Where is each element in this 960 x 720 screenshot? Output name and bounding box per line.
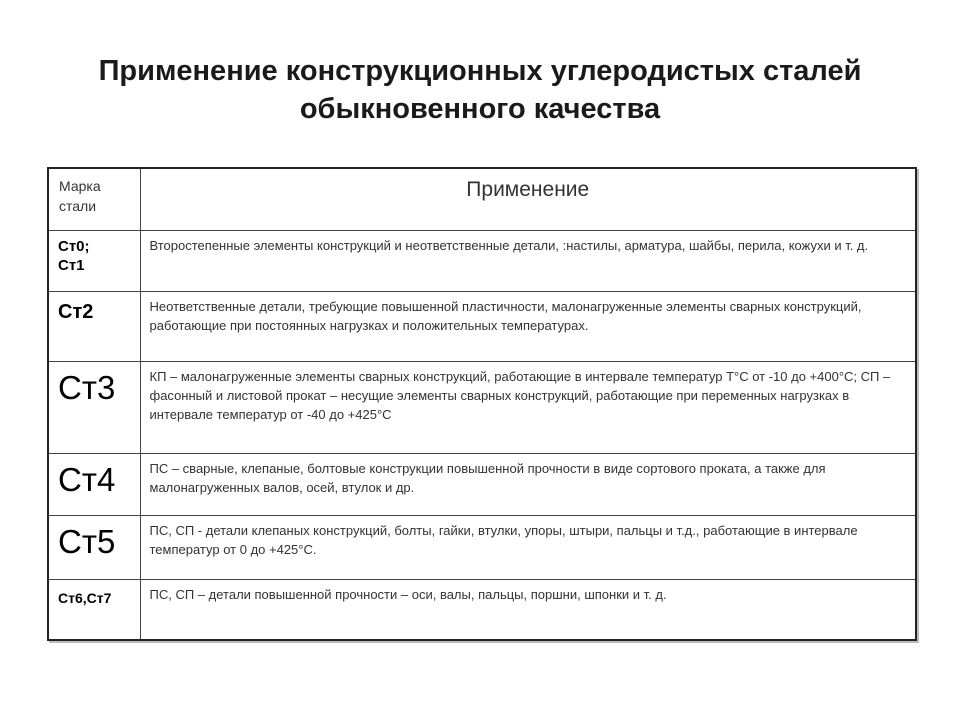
slide-title [0,52,960,128]
header-grade-cell [48,168,140,230]
steel-grades-table [47,167,917,641]
grade-cell: Ст3 [48,361,140,453]
header-grade-line-1: Марка [59,178,101,194]
header-grade-line-2: стали [59,198,97,214]
table-header-row [48,168,916,230]
grade-line-2: Ст1 [58,256,85,274]
grade-cell: Ст6,Ст7 [48,579,140,640]
grade-line-1: Ст0; [58,237,90,255]
title-line-2: обыкновенного качества [299,93,661,125]
grade-cell: Ст5 [48,515,140,579]
table-row [48,230,916,291]
table-row [48,361,916,453]
description-cell: ПС, СП - детали клепаных конструкций, болты, гайки, втулки, упоры, штыри, пальцы и т.д., работающие в интервале температур от 0 до +425°С. [140,515,916,579]
description-cell: ПС – сварные, клепаные, болтовые конструкции повышенной прочности в виде сортового проката, а также для малонагруженных валов, осей, втулок и др. [140,453,916,515]
title-line-1: Применение конструкционных углеродистых сталей [98,55,862,87]
description-cell: Второстепенные элементы конструкций и неответственные детали, :настилы, арматура, шайбы, перила, кожухи и т. д. [140,230,916,291]
grade-cell [48,230,140,291]
description-cell: Неответственные детали, требующие повышенной пластичности, малонагруженные элементы сварных конструкций, работающие при постоянных нагрузках и положительных температурах. [140,291,916,361]
table-row [48,515,916,579]
table-row [48,291,916,361]
grade-cell: Ст4 [48,453,140,515]
table-row [48,579,916,640]
description-cell: ПС, СП – детали повышенной прочности – оси, валы, пальцы, поршни, шпонки и т. д. [140,579,916,640]
description-cell: КП – малонагруженные элементы сварных конструкций, работающие в интервале температур Т°С от -10 до +400°С; СП – фасонный и листовой прокат – несущие элементы сварных конструкций, работающие при переменных нагрузках в интервале температур от -40 до +425°С [140,361,916,453]
header-application-cell: Применение [140,168,916,230]
grade-cell: Ст2 [48,291,140,361]
table-row [48,453,916,515]
